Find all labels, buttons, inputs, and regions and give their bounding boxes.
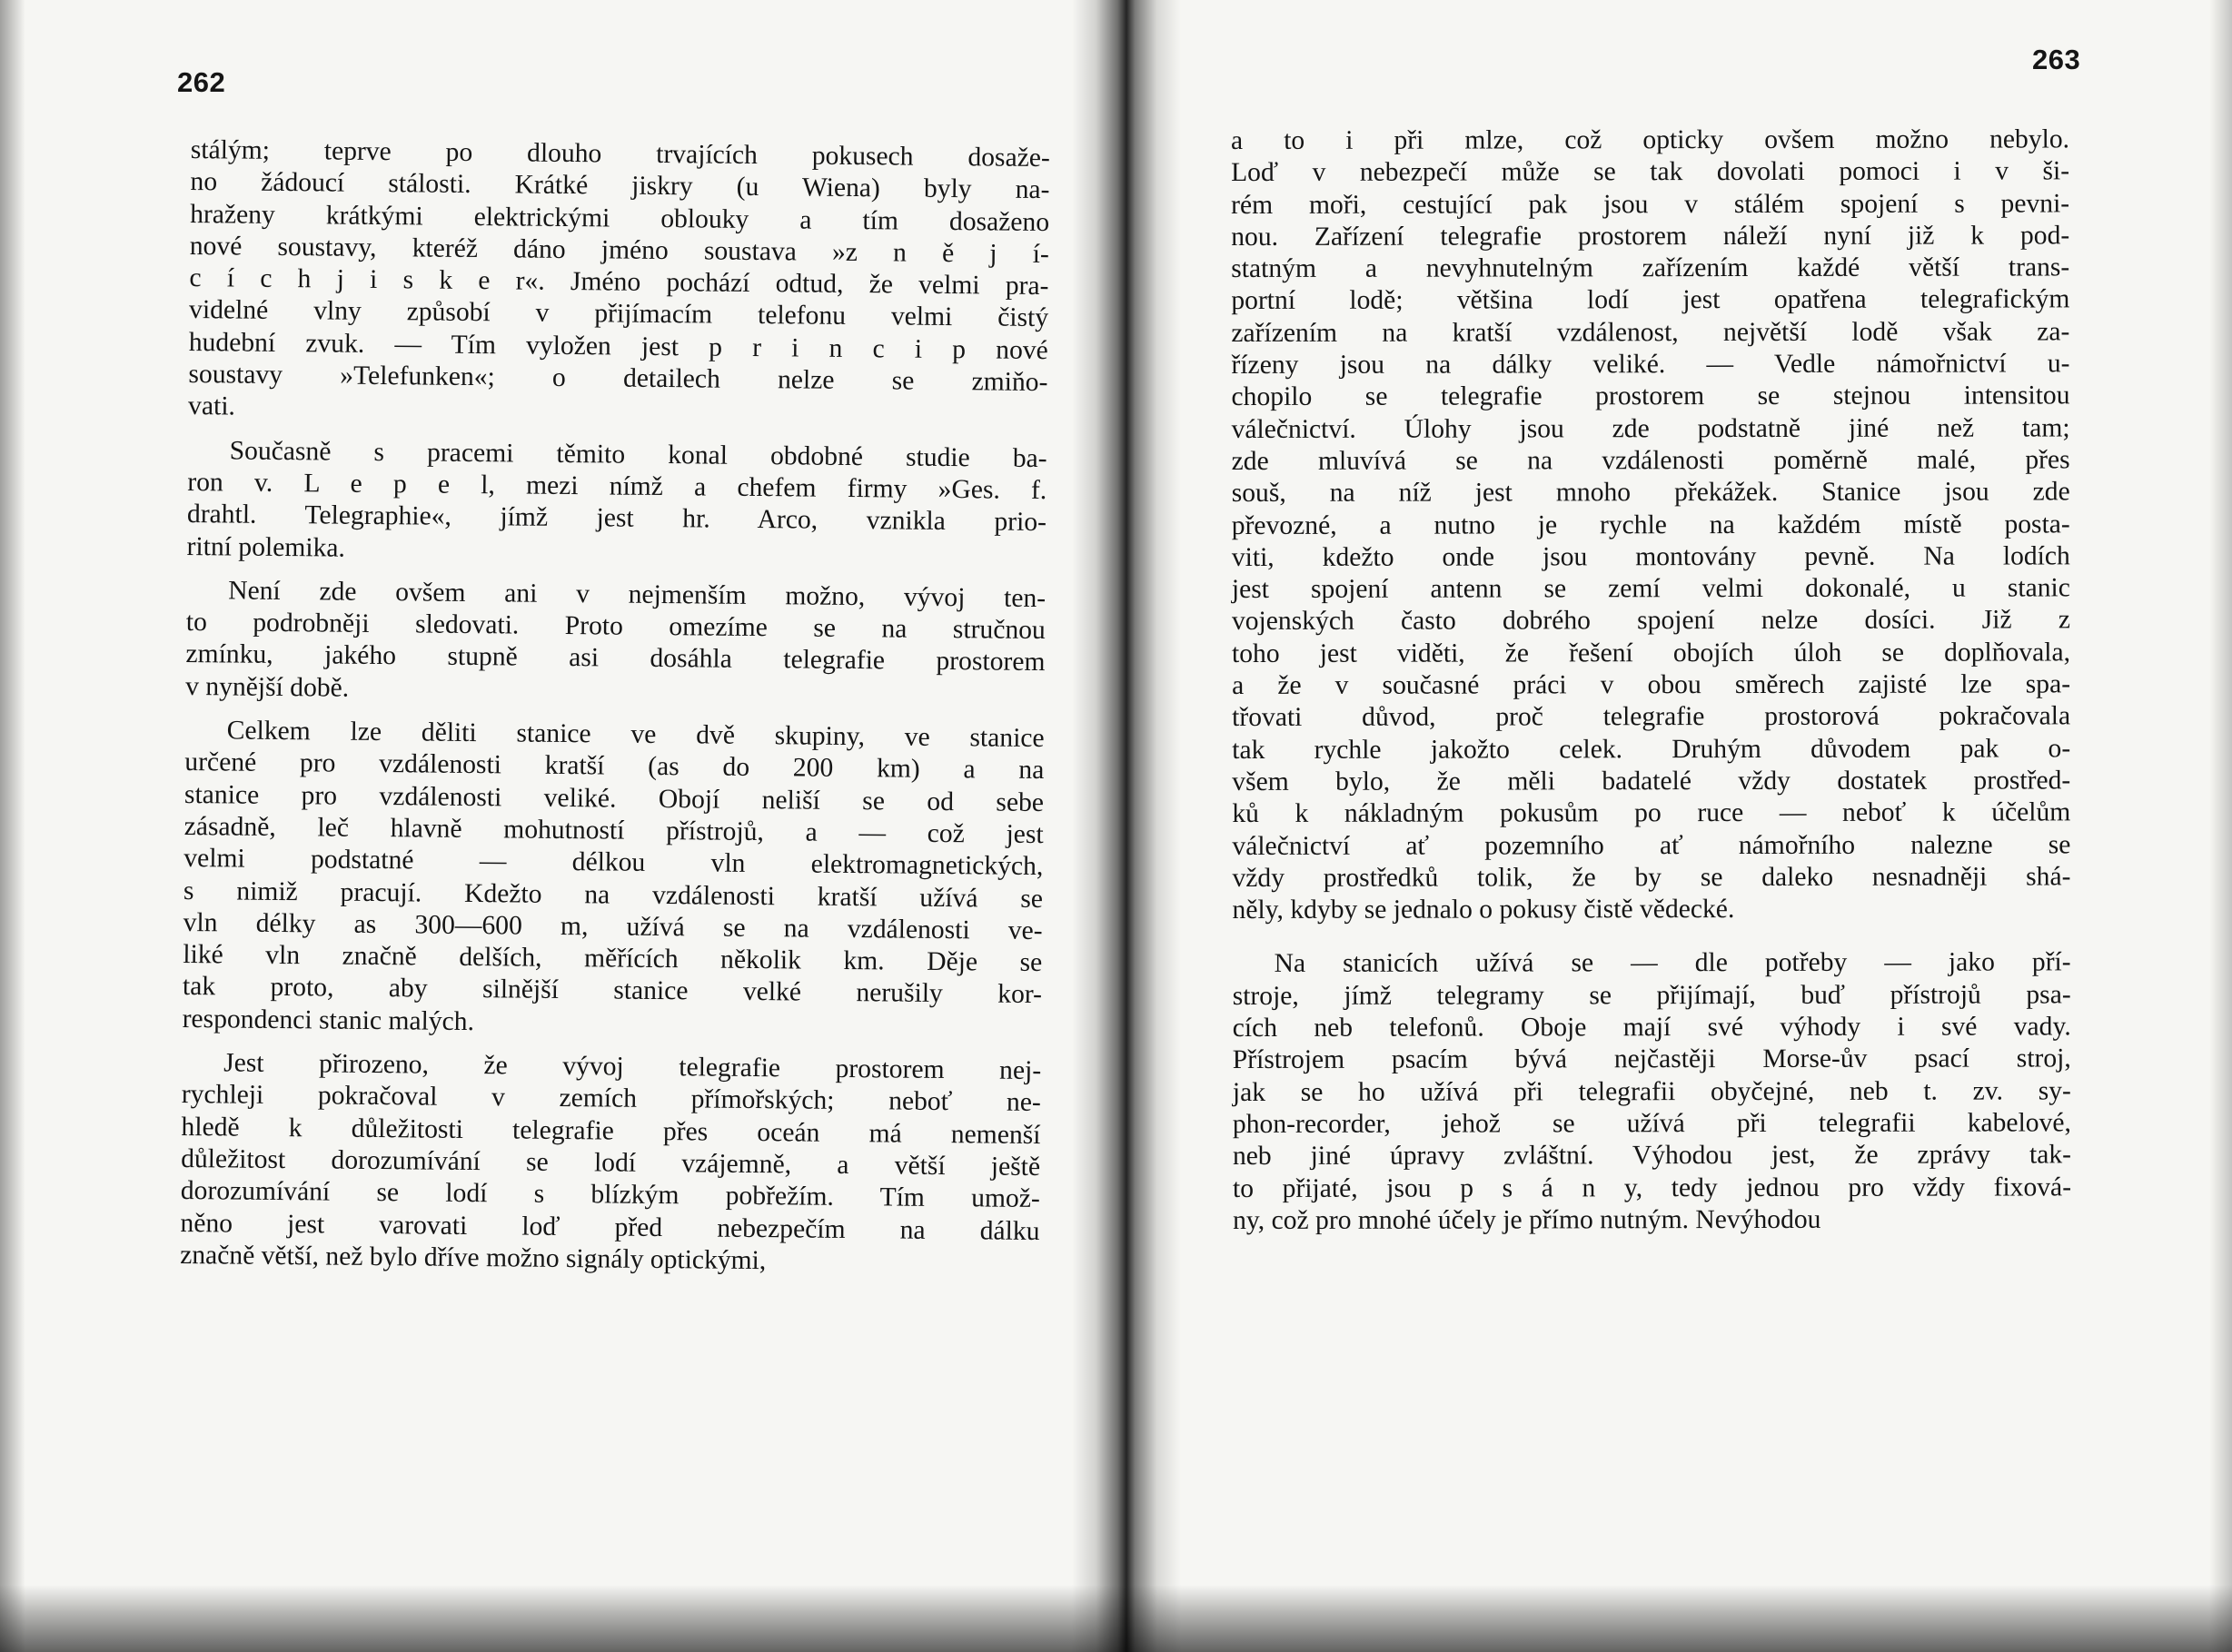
- left-page-text: [180, 134, 1050, 1280]
- text-line: řízeny jsou na dálky veliké. — Vedle námořnictví u-: [1231, 349, 2070, 381]
- text-line: vojenských často dobrého spojení nelze dosíci. Již z: [1231, 605, 2070, 637]
- text-line: válečnictví. Úlohy jsou zde podstatně jiné než tam;: [1231, 413, 2070, 444]
- paragraph: [185, 575, 1046, 711]
- text-line: zásadně, leč hlavně mohutností přístrojů, a — což jest: [184, 811, 1044, 849]
- text-line: hudební zvuk. — Tím vyložen jest p r i n c i p nové: [188, 327, 1048, 365]
- text-line: nové soustavy, kteréž dáno jméno soustava »z n ě j í-: [189, 231, 1049, 269]
- text-line: respondenci stanic malých.: [182, 1004, 475, 1036]
- text-line: to podrobněji sledovati. Proto omezíme se na stručnou: [185, 608, 1046, 646]
- text-line: třovati důvod, proč telegrafie prostorová pokračovala: [1232, 701, 2071, 733]
- text-line: tak rychle jakožto celek. Druhým důvodem pak o-: [1232, 734, 2071, 765]
- text-line: hledě k důležitosti telegrafie přes oceán má nemenší: [181, 1112, 1041, 1150]
- paragraph: [182, 715, 1044, 1044]
- text-line: phon-recorder, jehož se užívá při telegrafii kabelové,: [1232, 1108, 2071, 1139]
- text-line: c í c h j i s k e r«. Jméno pochází odtud, že velmi pra-: [189, 263, 1049, 302]
- text-line: Přístrojem psacím bývá nejčastěji Morse-ův psací stroj,: [1232, 1044, 2071, 1075]
- text-line: ků k nákladným pokusům po ruce — neboť k účelům: [1232, 797, 2071, 829]
- text-line: rém moři, cestující pak jsou v stálém spojení s pevni-: [1231, 188, 2070, 220]
- text-line: cích neb telefonů. Oboje mají své výhody i své vady.: [1232, 1012, 2071, 1044]
- text-line: stanice pro vzdálenosti veliké. Obojí neliší se od sebe: [184, 779, 1045, 817]
- text-line: všem bylo, že měli badatelé vždy dostatek prostřed-: [1232, 766, 2071, 796]
- text-line: Současně s pracemi těmito konal obdobné studie ba-: [229, 436, 1047, 473]
- text-line: to přijaté, jsou p s á n y, tedy jednou pro vždy fixová-: [1233, 1172, 2072, 1203]
- text-line: stroje, jímž telegramy se přijímají, buď přístrojů psa-: [1232, 980, 2071, 1011]
- text-line: zmínku, jakého stupně asi dosáhla telegrafie prostorem: [185, 639, 1046, 678]
- page-number: 262: [177, 66, 226, 98]
- text-line: ny, což pro mnohé účely je přímo nutným. Nevýhodou: [1233, 1204, 1821, 1235]
- text-line: zde mluvívá se na vzdálenosti poměrně malé, přes: [1231, 445, 2070, 476]
- text-line: neb jiné úpravy zvláštní. Výhodou jest, že zprávy tak-: [1232, 1140, 2072, 1172]
- paragraph: [188, 134, 1050, 431]
- text-line: no žádoucí stálosti. Krátké jiskry (u Wiena) byly na-: [190, 167, 1050, 205]
- paragraph: [186, 435, 1047, 571]
- text-line: rychleji pokračoval v zemích přímořských; neboť ne-: [181, 1080, 1041, 1118]
- text-line: stálým; teprve po dlouho trvajících pokusech dosaže-: [190, 134, 1050, 173]
- text-line: důležitost dorozumívání se lodí vzájemně, a větší ještě: [181, 1143, 1041, 1182]
- text-line: viti, kdežto onde jsou montovány pevně. Na lodích: [1231, 541, 2070, 572]
- text-line: Jest přirozeno, že vývoj telegrafie prostorem nej-: [223, 1048, 1042, 1086]
- text-line: s nimiž pracují. Kdežto na vzdálenosti kratší užívá se: [183, 875, 1044, 914]
- text-line: soustavy »Telefunken«; o detailech nelze se zmiňo-: [188, 360, 1048, 398]
- text-line: převozné, a nutno je rychle na každém místě posta-: [1231, 509, 2070, 540]
- text-line: zařízením na kratší vzdálenost, největší lodě však za-: [1231, 317, 2070, 348]
- text-line: válečnictví ať pozemního ať námořního nalezne se: [1232, 829, 2071, 861]
- text-line: něno jest varovati loď před nebezpečím na dálku: [180, 1208, 1040, 1246]
- text-line: něly, kdyby se jednalo o pokusy čistě vědecké.: [1232, 895, 1735, 925]
- text-line: Na stanicích užívá se — dle potřeby — jako pří-: [1274, 947, 2071, 979]
- text-line: chopilo se telegrafie prostorem se stejnou intensitou: [1231, 381, 2070, 412]
- right-page-text: [1231, 124, 2071, 1237]
- text-line: Celkem lze děliti stanice ve dvě skupiny, ve stanice: [226, 716, 1045, 754]
- text-line: hraženy krátkými elektrickými oblouky a tím dosaženo: [190, 199, 1050, 237]
- text-line: toho jest viděti, že řešení obojích úloh se doplňovala,: [1231, 638, 2071, 668]
- paragraph: [1233, 947, 2072, 1237]
- text-line: vln délky as 300—600 m, užívá se na vzdálenosti ve-: [183, 907, 1043, 945]
- text-line: velmi podstatné — délkou vln elektromagnetických,: [184, 844, 1044, 882]
- paragraph: [180, 1047, 1041, 1280]
- text-line: portní lodě; většina lodí jest opatřena telegrafickým: [1231, 284, 2070, 316]
- text-line: Loď v nebezpečí může se tak dovolati pomoci i v ši-: [1231, 156, 2070, 188]
- page-number: 263: [2032, 44, 2081, 75]
- text-line: dorozumívání se lodí s blízkým pobřežím. Tím umož-: [180, 1176, 1040, 1214]
- text-line: jest spojení antenn se zemí velmi dokonalé, u stanic: [1231, 573, 2070, 605]
- text-line: tak proto, aby silnější stanice velké nerušily kor-: [182, 972, 1043, 1010]
- text-line: ritní polemika.: [186, 531, 346, 563]
- text-line: jak se ho užívá při telegrafii obyčejné, neb t. zv. sy-: [1232, 1075, 2071, 1107]
- text-line: nou. Zařízení telegrafie prostorem náleží nyní již k pod-: [1231, 221, 2070, 252]
- text-line: ron v. L e p e l, mezi nímž a chefem firmy »Ges. f.: [187, 467, 1047, 506]
- text-line: vždy prostředků tolik, že by se daleko nesnadněji shá-: [1232, 862, 2071, 893]
- text-line: značně větší, než bylo dříve možno signály optickými,: [180, 1240, 767, 1275]
- right-page: [1126, 0, 2232, 1652]
- paragraph-gap: [1233, 925, 2071, 949]
- text-line: liké vln značně delších, měřících několik km. Děje se: [183, 940, 1043, 978]
- text-line: Není zde ovšem ani v nejmenším možno, vývoj ten-: [228, 576, 1047, 613]
- text-line: videlné vlny způsobí v přijímacím telefonu velmi čistý: [188, 295, 1049, 333]
- paragraph: [1231, 124, 2071, 926]
- text-line: a to i při mlze, což opticky ovšem možno nebylo.: [1231, 124, 2070, 155]
- text-line: souš, na níž jest mnoho překážek. Stanice jsou zde: [1231, 477, 2070, 509]
- text-line: a že v současné práci v obou směrech zajisté lze spa-: [1232, 669, 2071, 701]
- text-line: drahtl. Telegraphie«, jímž jest hr. Arco, vznikla prio-: [186, 500, 1047, 538]
- text-line: určené pro vzdálenosti kratší (as do 200 km) a na: [184, 747, 1045, 786]
- text-line: vati.: [187, 391, 236, 421]
- text-line: v nynější době.: [185, 671, 350, 703]
- text-line: statným a nevyhnutelným zařízením každé větší trans-: [1231, 252, 2070, 284]
